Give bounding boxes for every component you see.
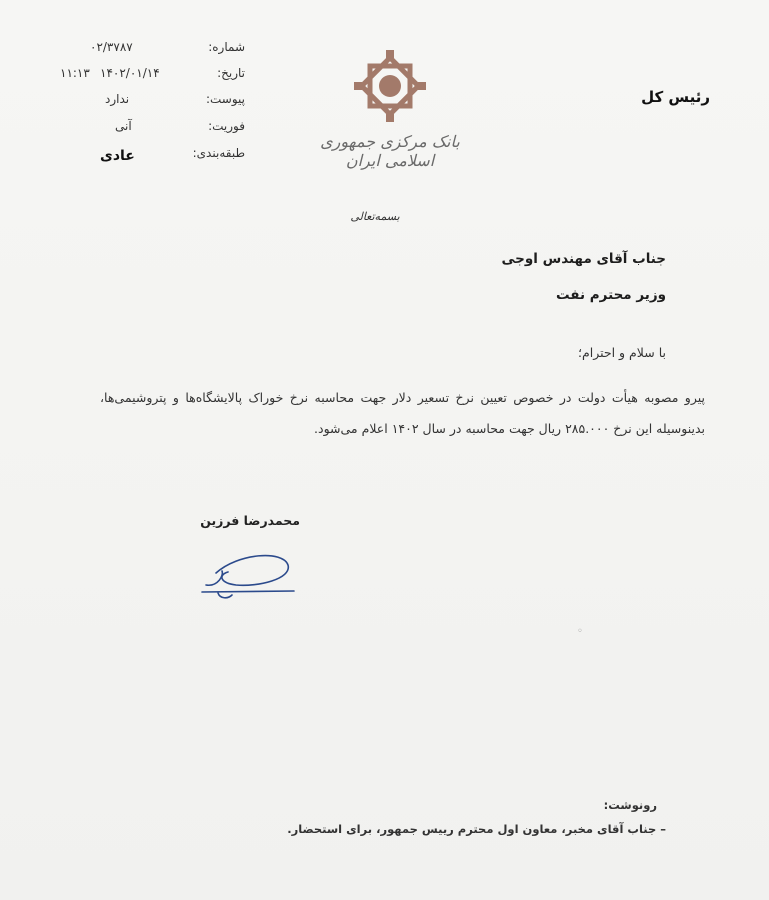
- cc-line: – جناب آقای مخبر، معاون اول محترم رییس جمهور، برای استحضار.: [287, 822, 666, 836]
- meta-number: [60, 40, 245, 62]
- meta-attachment-label: پیوست:: [205, 92, 245, 106]
- governor-title: رئیس کل: [641, 88, 710, 106]
- meta-date-value: ۱۴۰۲/۰۱/۱۴: [100, 66, 160, 80]
- meta-number-label: شماره:: [208, 40, 245, 54]
- signer-name: محمدرضا فرزین: [200, 513, 300, 528]
- meta-time-value: ۱۱:۱۳: [60, 66, 90, 80]
- meta-date: [60, 66, 245, 88]
- meta-classification: [60, 146, 245, 168]
- invocation: بسمه‌تعالی: [350, 210, 400, 223]
- meta-classification-value: عادی: [100, 148, 135, 164]
- meta-classification-label: طبقه‌بندی:: [192, 146, 245, 160]
- bank-name: بانک مرکزی جمهوری اسلامی ایران: [320, 132, 460, 170]
- meta-urgency-label: فوریت:: [208, 119, 245, 133]
- meta-urgency-value: آنی: [115, 119, 132, 133]
- recipient-title: وزیر محترم نفت: [556, 287, 666, 303]
- page-mark: ◦: [577, 626, 583, 637]
- meta-attachment-value: ندارد: [105, 92, 130, 106]
- meta-urgency: [60, 119, 245, 141]
- greeting: با سلام و احترام؛: [578, 345, 666, 360]
- handwritten-signature-icon: [198, 545, 308, 605]
- letter-body: پیرو مصوبه هیأت دولت در خصوص تعیین نرخ تسعیر دلار جهت محاسبه نرخ خوراک پالایشگاه‌ها و پتروشیمی‌ها، بدینوسیله این نرخ ۲۸۵.۰۰۰ ریال جهت محاسبه در سال ۱۴۰۲ اعلام می‌شود.: [100, 390, 705, 436]
- meta-number-value: ۰۲/۳۷۸۷: [90, 40, 133, 54]
- meta-attachment: [60, 92, 245, 114]
- central-bank-emblem-icon: [352, 48, 428, 124]
- meta-date-label: تاریخ:: [217, 66, 245, 80]
- cc-title: رونوشت:: [603, 798, 657, 812]
- recipient-name: جناب آقای مهندس اوجی: [501, 251, 666, 267]
